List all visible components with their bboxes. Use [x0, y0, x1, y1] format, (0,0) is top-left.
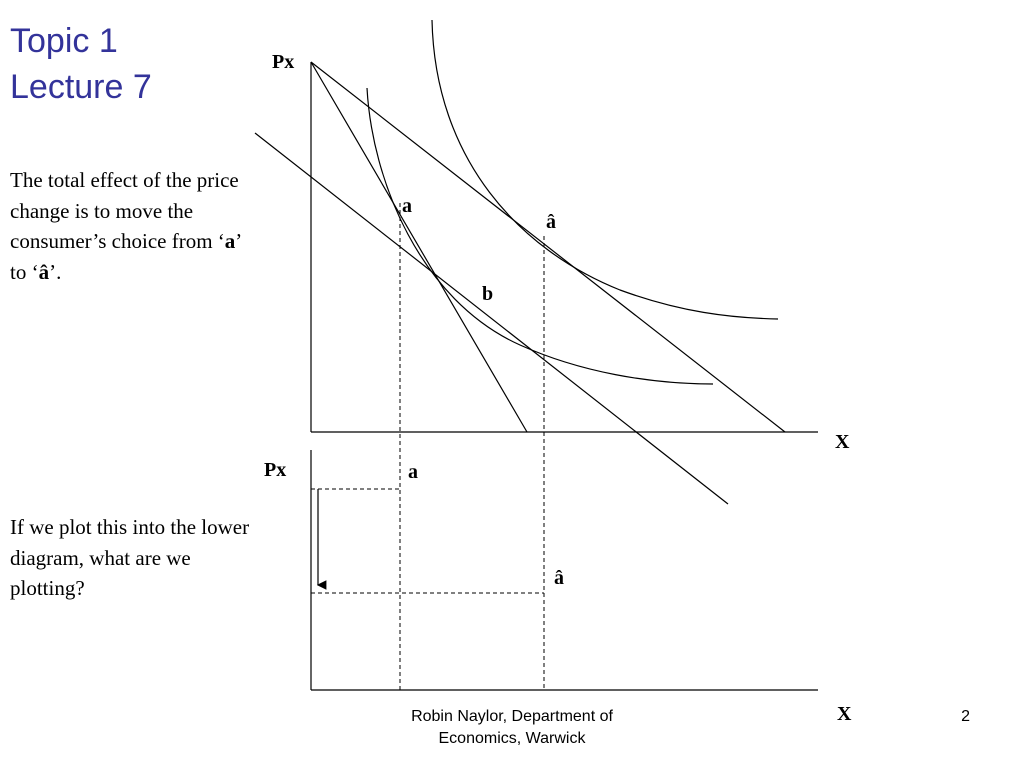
upper-x-axis-label: X: [835, 431, 850, 453]
lower-point-ahat-label: â: [554, 567, 564, 589]
para-point-a: a: [224, 229, 236, 253]
lower-point-a-label: a: [408, 461, 418, 483]
budget-line-compensated: [255, 133, 728, 504]
title-line-2: Lecture 7: [10, 68, 152, 106]
point-ahat-label: â: [546, 211, 556, 233]
budget-line-original: [311, 62, 527, 432]
lower-y-axis-label: Px: [264, 459, 287, 481]
para-text-1: The total effect of the price change is to move the consumer’s choice from ‘: [10, 168, 239, 253]
budget-line-new: [311, 62, 785, 432]
indifference-curve-low: [367, 88, 713, 384]
page-number: 2: [961, 708, 970, 725]
para-text-2: ’ to ‘: [10, 229, 241, 284]
title-line-1: Topic 1: [10, 22, 118, 60]
question-paragraph: If we plot this into the lower diagram, what are we plotting?: [10, 515, 250, 600]
upper-y-axis-label: Px: [272, 51, 295, 73]
footer-line-2: Economics, Warwick: [438, 730, 586, 747]
para-text-3: ’.: [49, 259, 62, 284]
indifference-curve-high: [432, 20, 778, 319]
footer-line-1: Robin Naylor, Department of: [411, 708, 613, 725]
point-a-label: a: [402, 195, 412, 217]
footer-credit: [362, 706, 662, 750]
point-b-label: b: [482, 283, 494, 305]
lower-x-axis-label: X: [837, 703, 852, 725]
para-point-ahat: â: [38, 259, 50, 284]
